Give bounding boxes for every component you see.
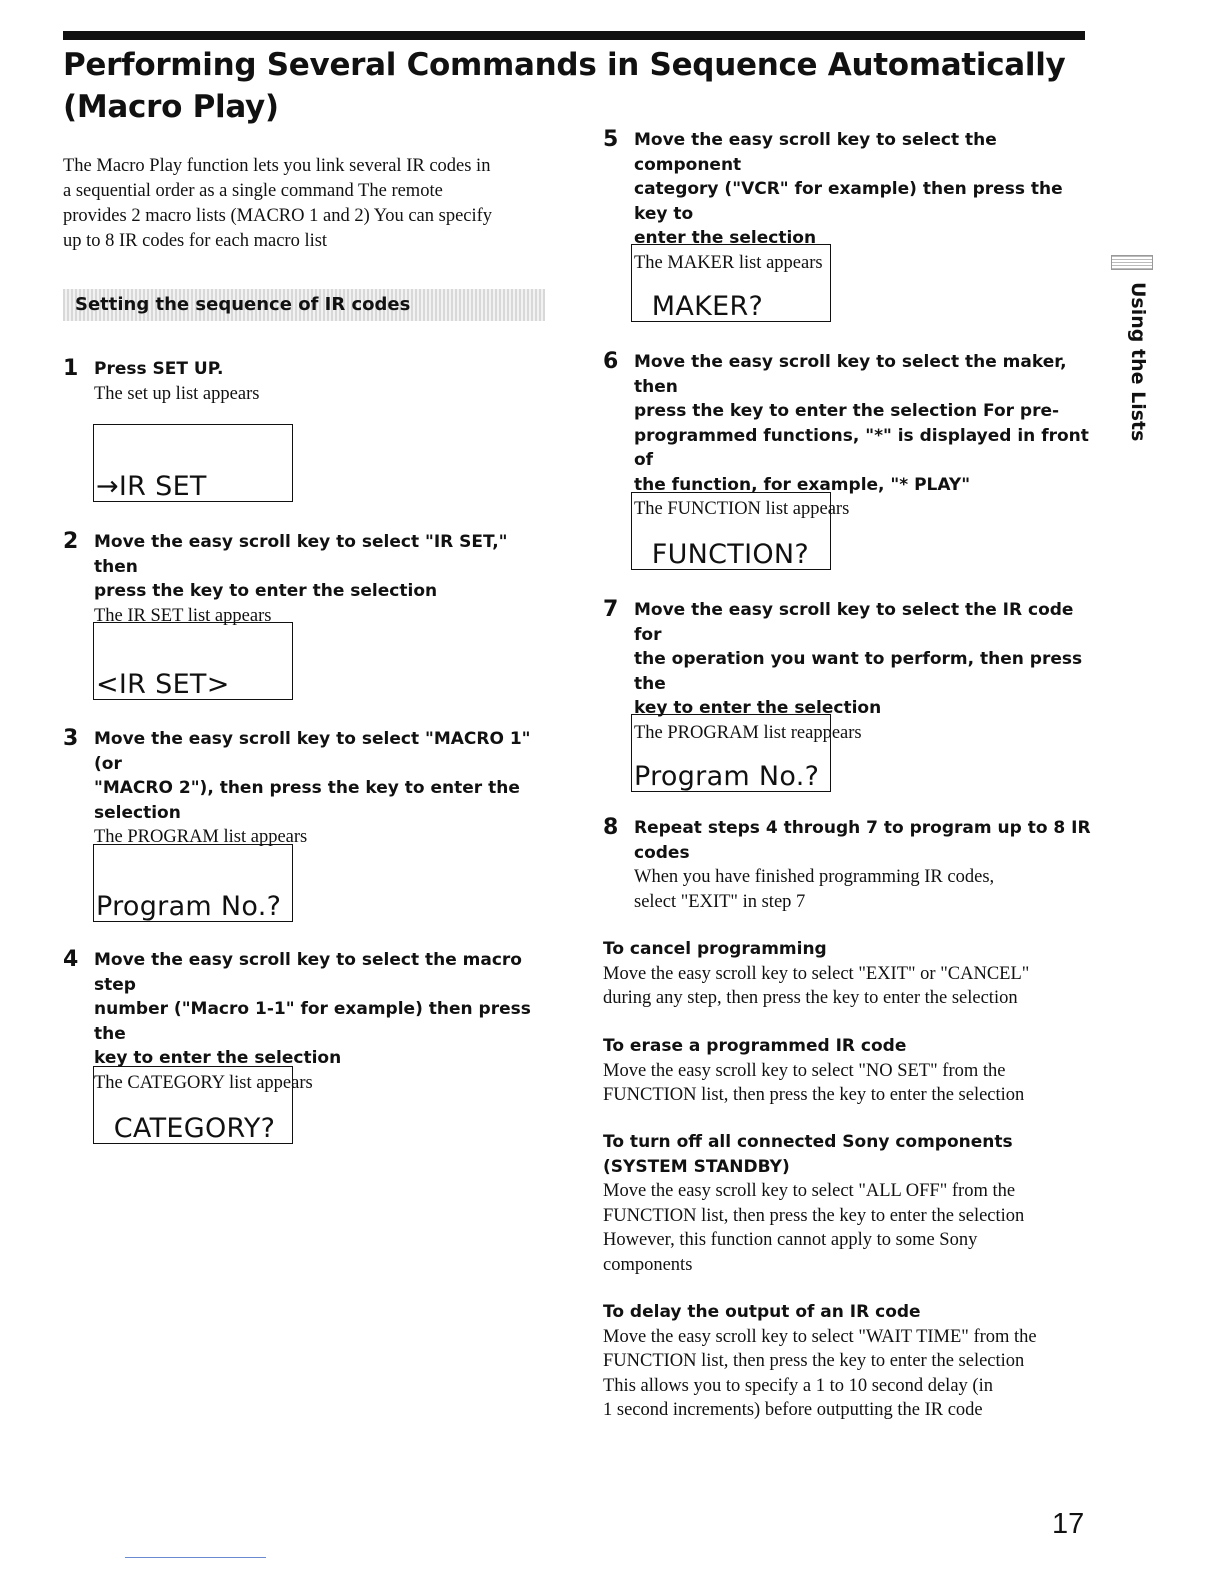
step-result: The FUNCTION list appears [634,499,850,519]
side-tab-marker [1111,255,1153,270]
subsection-body [603,1325,1093,1423]
subsection-heading: To cancel programming [603,939,827,959]
intro-line: a sequential order as a single command The remote [63,181,443,201]
step-2 [63,530,543,629]
step-number: 7 [603,597,619,622]
step-result: The PROGRAM list appears [94,827,308,847]
lcd-line: Program No.? [96,891,282,922]
step-number: 8 [603,815,619,840]
step-instruction [634,350,1093,497]
instr-line: the operation you want to perform, then press the [634,649,1083,694]
lcd-display [93,424,293,502]
step-number: 1 [63,356,79,381]
body-line: Move the easy scroll key to select "WAIT TIME" from the [603,1326,1037,1347]
lcd-display [631,714,831,792]
instr-line: Move the easy scroll key to select the macro step [94,950,522,995]
step-result [634,865,1093,915]
instr-line: Repeat steps 4 through 7 to program up to 8 IR [634,818,1091,838]
subsection-body [603,1059,1093,1108]
subsection-body [603,962,1093,1011]
lcd-line: Program No.? [634,761,820,792]
instr-line: Move the easy scroll key to select the component [634,130,997,175]
lcd-line: <IR SET> [96,669,230,700]
step-result: The set up list appears [94,383,260,404]
step-3 [63,727,543,850]
body-line: Move the easy scroll key to select "ALL OFF" from the [603,1181,1016,1201]
instr-line: Move the easy scroll key to select the maker, then [634,352,1067,397]
instr-line: key to enter the selection [634,698,882,718]
instr-line: "MACRO 2"), then press the key to enter the [94,778,520,798]
lcd-display [631,244,831,322]
step-instruction [94,530,543,604]
result-line: select "EXIT" in step 7 [634,892,806,912]
body-line: components [603,1254,693,1275]
title-line-2: (Macro Play) [63,89,279,125]
body-line: during any step, then press the key to enter the selection [603,988,1018,1008]
step-instruction [634,816,1093,865]
instr-line: the function, for example, "* PLAY" [634,474,971,495]
body-line: Move the easy scroll key to select "EXIT" or "CANCEL" [603,963,1030,984]
lcd-display [631,492,831,570]
body-line: However, this function cannot apply to some Sony [603,1230,978,1250]
body-line: FUNCTION list, then press the key to enter the selection [603,1351,1025,1371]
step-instruction [634,128,1093,251]
body-line: FUNCTION list, then press the key to enter the selection [603,1085,1025,1105]
subsection-heading: To delay the output of an IR code [603,1302,921,1322]
body-line: Move the easy scroll key to select "NO SET" from the [603,1060,1006,1081]
top-rule [63,31,1085,40]
lcd-display [93,1066,293,1144]
subsection-delay [603,1300,1093,1423]
heading-line: To turn off all connected Sony components [603,1132,1013,1152]
step-8 [603,816,1093,915]
step-number: 6 [603,349,619,374]
subsection-heading [603,1130,1093,1179]
step-result: The MAKER list appears [634,252,823,273]
instr-line: press the key to enter the selection [94,581,438,601]
subsection-cancel [603,937,1093,1011]
intro-paragraph [63,154,543,254]
step-result: The IR SET list appears [94,605,272,626]
instr-line: codes [634,842,690,863]
intro-line: provides 2 macro lists (MACRO 1 and 2) You can specify [63,206,493,226]
instr-line: Move the easy scroll key to select "MACRO 1" (or [94,729,531,774]
title-line-1: Performing Several Commands in Sequence Automatically [63,47,1066,83]
body-line: FUNCTION list, then press the key to enter the selection [603,1205,1025,1226]
body-line: This allows you to specify a 1 to 10 second delay (in [603,1375,993,1396]
instr-line: key to enter the selection [94,1048,342,1068]
subsection-heading: To erase a programmed IR code [603,1036,907,1056]
instr-line: category ("VCR" for example) then press the key to [634,179,1063,224]
subsection-erase [603,1034,1093,1108]
instr-line: number ("Macro 1-1" for example) then press the [94,999,531,1044]
subsection-system-standby [603,1130,1093,1277]
lcd-display [93,622,293,700]
step-result: The PROGRAM list reappears [634,722,862,743]
step-instruction [94,727,543,825]
intro-line: The Macro Play function lets you link several IR codes in [63,156,491,176]
instr-line: selection [94,802,181,823]
page-title [63,44,1123,128]
subsection-body [603,1179,1093,1277]
section-heading: Setting the sequence of IR codes [63,289,545,321]
step-instruction [634,598,1093,721]
step-number: 5 [603,127,619,152]
instr-line: press the key to enter the selection For pre- [634,401,1060,421]
step-number: 2 [63,529,79,554]
lcd-line: →IR SET [96,471,207,502]
step-instruction [94,357,543,382]
intro-line: up to 8 IR codes for each macro list [63,231,328,251]
lcd-line: MAKER? [634,291,764,322]
result-line: When you have finished programming IR codes, [634,867,995,887]
instr-line: Move the easy scroll key to select "IR SET," then [94,532,508,577]
step-number: 4 [63,947,79,972]
instr-line: Move the easy scroll key to select the IR code for [634,600,1074,645]
step-instruction [94,948,543,1071]
side-tab-label: Using the Lists [1127,282,1149,442]
footer-rule [125,1557,266,1558]
instr-line: Press SET UP. [94,359,224,379]
body-line: 1 second increments) before outputting the IR code [603,1400,983,1420]
page-number: 17 [1052,1508,1085,1540]
lcd-line: FUNCTION? [634,539,810,570]
step-1 [63,357,543,407]
step-result: The CATEGORY list appears [94,1072,313,1093]
instr-line: programmed functions, "*" is displayed in front of [634,425,1089,470]
lcd-line: CATEGORY? [96,1113,276,1144]
heading-line: (SYSTEM STANDBY) [603,1156,790,1177]
lcd-display [93,844,293,922]
instr-line: enter the selection [634,228,817,248]
step-number: 3 [63,726,79,751]
